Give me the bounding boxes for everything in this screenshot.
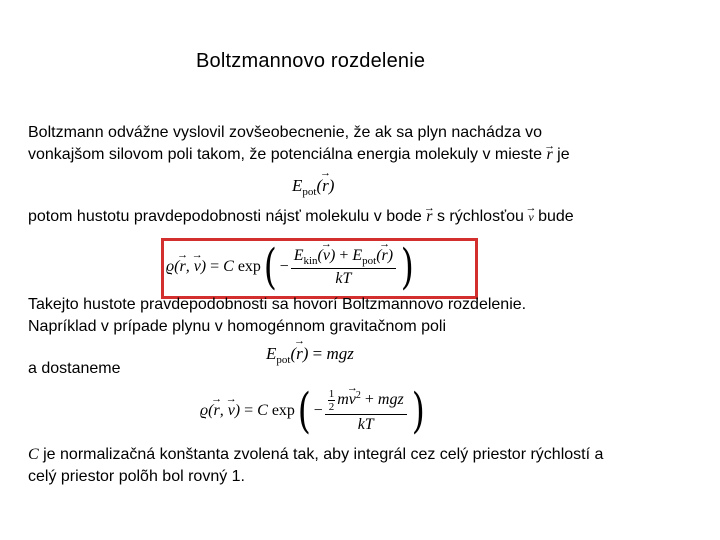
potential-energy-formula: $E_{pot}(\to r)$ [292,176,334,198]
position-vector: → r [546,144,552,166]
distribution-line-2: Napríklad v prípade plynu v homogénnom gravitačnom poli [28,318,447,335]
gravity-boltzmann-formula: ϱ ( → r , → v ) = C exp ( − $\frac{1}{2}$ $m\to v^2$ + mgz kT ) [200,384,427,438]
intro-line-2: vonkajšom silovom poli takom, že potenciálna energia molekuly v mieste → r je [28,144,570,166]
intro-paragraph [28,122,570,166]
normalization-line-1: C je normalizačná konštanta zvolená tak, aby integrál cez celý priestor rýchlostí a [28,446,604,463]
gravity-potential-formula: $E_{pot}(\to r)$ = mgz [266,344,354,366]
distribution-paragraph [28,294,526,338]
result-label: a dostaneme [28,360,121,377]
position-vector: → r [426,206,432,228]
distribution-line-1: Takejto hustote pravdepodobnosti sa hovorí Boltzmannovo rozdelenie. [28,296,527,313]
page-title: Boltzmannovo rozdelenie [196,50,426,72]
normalization-line-2: celý priestor polõh bol rovný 1. [28,468,245,485]
intro-line-1: Boltzmann odvážne vyslovil zovšeobecnenie, že ak sa plyn nachádza vo [28,124,543,141]
normalization-paragraph [28,444,603,488]
boltzmann-formula: ϱ ( → r , → v ) = C exp ( − $\frac{E_{kin}(\to v) + E_{pot}(\to r)}{kT}$ ) [166,240,417,294]
density-sentence: potom hustotu pravdepodobnosti nájsť molekulu v bode → r s rýchlosťou → v bude [28,206,574,228]
velocity-vector: → v [528,206,533,228]
